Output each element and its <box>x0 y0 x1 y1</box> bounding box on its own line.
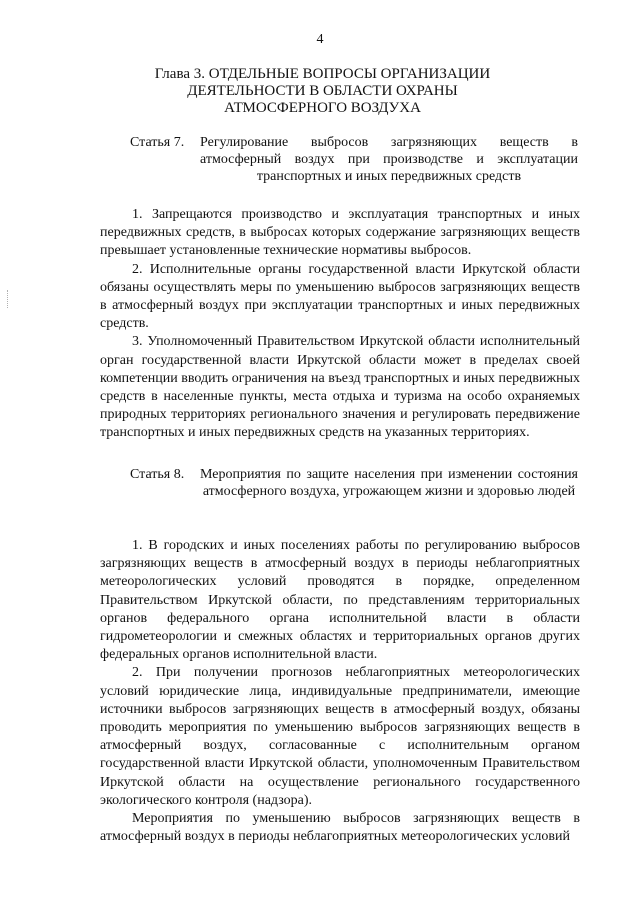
article-8-paragraph-2: 2. При получении прогнозов неблагоприятных метеорологических условий юридические лица, индивидуальные предприниматели, имеющие источники выбросов загрязняющих веществ в атмосферный воздух, обязаны проводить мероприятия по уменьшению выбросов загрязняющих веществ в атмосферный воздух, согласованные с исполнительным органом государственной власти Иркутской области, уполномоченным Правительством Иркутской области на осуществление регионального государственного экологического контроля (надзора). <box>100 665 580 808</box>
article-8-paragraph-1: 1. В городских и иных поселениях работы по регулированию выбросов загрязняющих веществ в атмосферный воздух в периоды неблагоприятных метеорологических условий проводятся в порядке, определенном Правительством Иркутской области, по представлениям территориальных органов федерального органа исполнительной власти в области гидрометеорологии и смежных областях и территориальных органов других федеральных органов исполнительной власти. <box>100 538 580 663</box>
scan-margin-mark <box>7 290 11 308</box>
article-7-label: Статья 7. <box>130 135 185 150</box>
article-8-title: Мероприятия по защите населения при изменении состояния атмосферного воздуха, угрожающем жизни и здоровью людей <box>200 467 578 499</box>
article-7-body <box>100 206 580 443</box>
article-7-title: Регулирование выбросов загрязняющих веществ в атмосферный воздух при производстве и эксплуатации транспортных и иных передвижных средств <box>200 135 578 184</box>
chapter-title: Глава 3. ОТДЕЛЬНЫЕ ВОПРОСЫ ОРГАНИЗАЦИИ ДЕЯТЕЛЬНОСТИ В ОБЛАСТИ ОХРАНЫ АТМОСФЕРНОГО ВОЗДУХА <box>154 66 491 116</box>
article-8-paragraph-3: Мероприятия по уменьшению выбросов загрязняющих веществ в атмосферный воздух в периоды неблагоприятных метеорологических условий <box>100 811 580 845</box>
article-7-paragraph-3: 3. Уполномоченный Правительством Иркутской области исполнительный орган государственной власти Иркутской области может в пределах своей компетенции вводить ограничения на въезд транспортных и иных передвижных средств в населенные пункты, места отдыха и туризма на особо охраняемых природных территориях регионального значения и регулировать передвижение транспортных и иных передвижных средств на указанных территориях. <box>100 334 580 441</box>
page-number: 4 <box>316 32 324 47</box>
article-7-paragraph-2: 2. Исполнительные органы государственной власти Иркутской области обязаны осуществлять меры по уменьшению выбросов загрязняющих веществ в атмосферный воздух при эксплуатации транспортных и иных передвижных средств. <box>100 261 580 332</box>
article-7-paragraph-1: 1. Запрещаются производство и эксплуатация транспортных и иных передвижных средств, в выбросах которых содержание загрязняющих веществ превышает установленные технические нормативы выбросов. <box>100 207 580 259</box>
article-8-label: Статья 8. <box>130 467 185 482</box>
article-8-body <box>100 537 580 846</box>
article-8-heading <box>118 466 578 500</box>
article-7-heading <box>118 134 578 185</box>
